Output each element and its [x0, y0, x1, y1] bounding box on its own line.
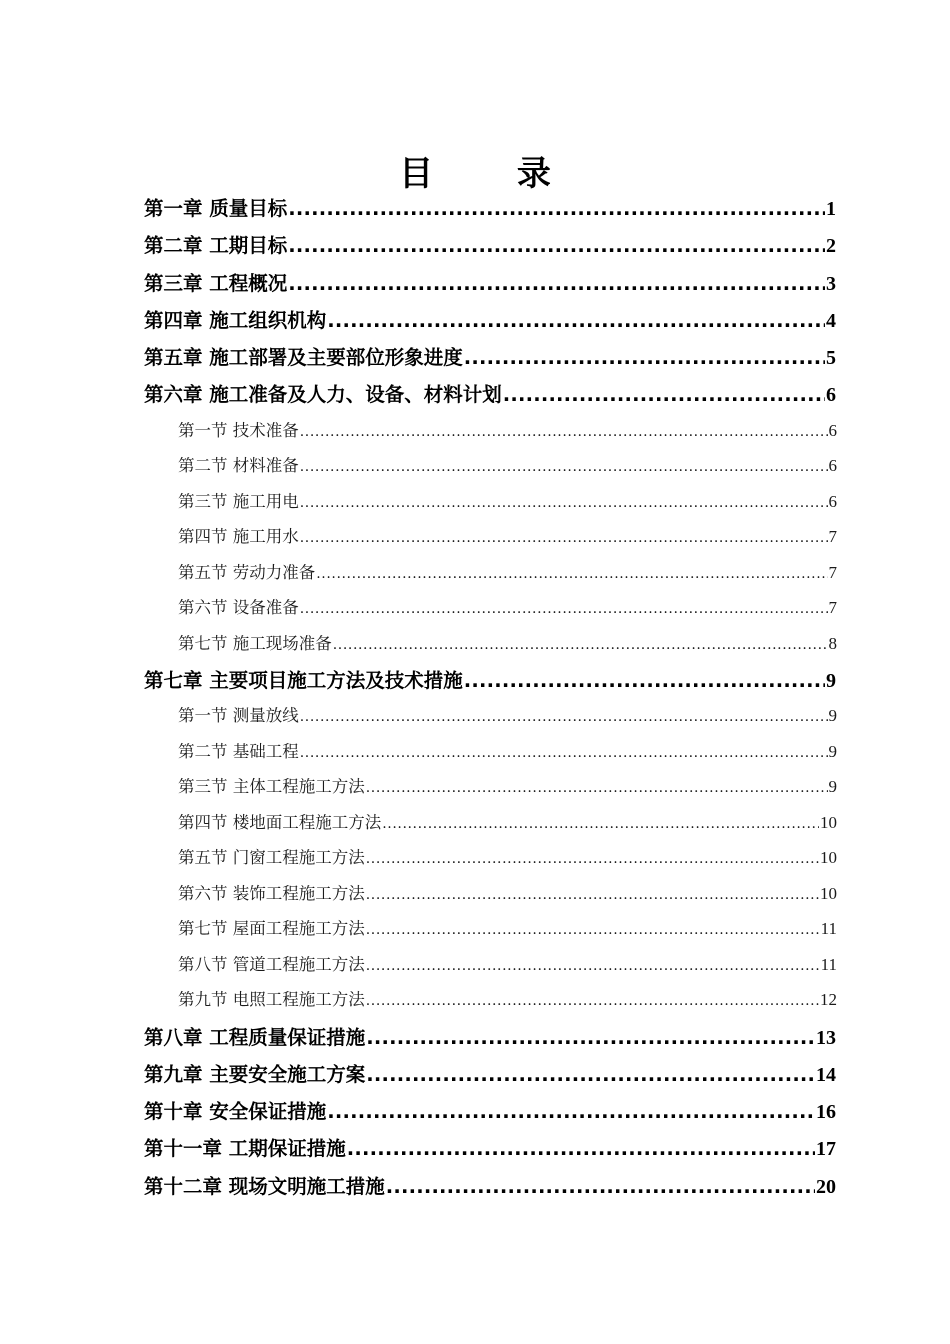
- toc-dot-leader: [347, 1136, 815, 1162]
- toc-dot-leader: [300, 598, 828, 620]
- toc-entry-label: 第四节 施工用水: [178, 527, 299, 546]
- toc-page-number: 7: [828, 527, 837, 546]
- toc-section-entry[interactable]: [178, 420, 837, 443]
- toc-page-number: 9: [828, 706, 837, 725]
- toc-entry-label: 第五章 施工部署及主要部位形象进度: [144, 346, 463, 369]
- toc-page-number: 3: [826, 273, 836, 295]
- toc-page-number: 9: [826, 670, 836, 692]
- toc-chapter-entry[interactable]: [144, 271, 836, 297]
- toc-dot-leader: [288, 271, 825, 297]
- toc-section-entry[interactable]: [178, 597, 837, 620]
- toc-dot-leader: [386, 1174, 815, 1200]
- toc-section-entry[interactable]: [178, 741, 837, 764]
- toc-page-number: 13: [816, 1027, 836, 1049]
- toc-entry-label: 第三节 主体工程施工方法: [178, 777, 365, 796]
- toc-entry-label: 第二节 材料准备: [178, 456, 299, 475]
- toc-dot-leader: [300, 706, 828, 728]
- toc-page-number: 7: [828, 598, 837, 617]
- toc-page-number: 8: [828, 634, 837, 653]
- toc-page-number: 7: [828, 563, 837, 582]
- toc-entry-label: 第七节 屋面工程施工方法: [178, 919, 365, 938]
- toc-entry-label: 第三章 工程概况: [144, 272, 288, 295]
- toc-page-number: 10: [820, 813, 837, 832]
- toc-dot-leader: [300, 527, 828, 549]
- toc-chapter-entry[interactable]: [144, 308, 836, 334]
- toc-section-entry[interactable]: [178, 989, 837, 1012]
- toc-section-entry[interactable]: [178, 883, 837, 906]
- toc-section-entry[interactable]: [178, 491, 837, 514]
- toc-chapter-entry[interactable]: [144, 668, 836, 694]
- toc-page-number: 11: [820, 955, 837, 974]
- toc-dot-leader: [464, 668, 825, 694]
- toc-entry-label: 第一节 技术准备: [178, 421, 299, 440]
- toc-page-number: 6: [828, 421, 837, 440]
- toc-chapter-entry[interactable]: [144, 1062, 836, 1088]
- toc-dot-leader: [366, 777, 828, 799]
- toc-entry-label: 第三节 施工用电: [178, 492, 299, 511]
- toc-page-number: 16: [816, 1101, 836, 1123]
- toc-page-number: 20: [816, 1176, 836, 1198]
- toc-dot-leader: [366, 990, 819, 1012]
- toc-entry-label: 第五节 劳动力准备: [178, 563, 316, 582]
- toc-dot-leader: [300, 456, 828, 478]
- toc-dot-leader: [300, 742, 828, 764]
- toc-entry-label: 第十章 安全保证措施: [144, 1100, 327, 1123]
- toc-dot-leader: [300, 492, 828, 514]
- toc-section-entry[interactable]: [178, 776, 837, 799]
- toc-entry-label: 第二章 工期目标: [144, 234, 288, 257]
- toc-dot-leader: [300, 421, 828, 443]
- toc-section-entry[interactable]: [178, 705, 837, 728]
- toc-dot-leader: [288, 233, 825, 259]
- toc-chapter-entry[interactable]: [144, 1025, 836, 1051]
- toc-page-number: 9: [828, 742, 837, 761]
- toc-dot-leader: [366, 884, 819, 906]
- toc-entry-label: 第二节 基础工程: [178, 742, 299, 761]
- toc-chapter-entry[interactable]: [144, 382, 836, 408]
- toc-section-entry[interactable]: [178, 562, 837, 585]
- toc-dot-leader: [503, 382, 825, 408]
- toc-page-number: 10: [820, 884, 837, 903]
- toc-entry-label: 第七章 主要项目施工方法及技术措施: [144, 669, 463, 692]
- toc-entry-label: 第一节 测量放线: [178, 706, 299, 725]
- toc-dot-leader: [316, 563, 827, 585]
- toc-page-number: 6: [828, 456, 837, 475]
- toc-entry-label: 第六节 装饰工程施工方法: [178, 884, 365, 903]
- toc-entry-label: 第七节 施工现场准备: [178, 634, 332, 653]
- toc-page-number: 17: [816, 1138, 836, 1160]
- toc-section-entry[interactable]: [178, 633, 837, 656]
- toc-page-number: 11: [820, 919, 837, 938]
- toc-entry-label: 第六章 施工准备及人力、设备、材料计划: [144, 383, 502, 406]
- toc-entry-label: 第十一章 工期保证措施: [144, 1137, 346, 1160]
- toc-entry-label: 第六节 设备准备: [178, 598, 299, 617]
- toc-entry-label: 第一章 质量目标: [144, 197, 288, 220]
- toc-dot-leader: [366, 1062, 815, 1088]
- toc-entry-label: 第九章 主要安全施工方案: [144, 1063, 366, 1086]
- toc-chapter-entry[interactable]: [144, 1099, 836, 1125]
- toc-page-number: 12: [820, 990, 837, 1009]
- toc-dot-leader: [366, 955, 820, 977]
- toc-dot-leader: [382, 813, 819, 835]
- toc-chapter-entry[interactable]: [144, 1136, 836, 1162]
- page-title: 目 录: [399, 153, 587, 194]
- toc-section-entry[interactable]: [178, 954, 837, 977]
- toc-chapter-entry[interactable]: [144, 196, 836, 222]
- toc-entry-label: 第八节 管道工程施工方法: [178, 955, 365, 974]
- toc-entry-label: 第九节 电照工程施工方法: [178, 990, 365, 1009]
- toc-page-number: 1: [826, 198, 836, 220]
- toc-section-entry[interactable]: [178, 526, 837, 549]
- toc-dot-leader: [366, 1025, 815, 1051]
- toc-dot-leader: [366, 919, 820, 941]
- toc-section-entry[interactable]: [178, 847, 837, 870]
- toc-chapter-entry[interactable]: [144, 233, 836, 259]
- toc-page-number: 14: [816, 1064, 836, 1086]
- toc-page-number: 4: [826, 310, 836, 332]
- toc-page-number: 9: [828, 777, 837, 796]
- toc-dot-leader: [464, 345, 825, 371]
- toc-entry-label: 第四章 施工组织机构: [144, 309, 327, 332]
- toc-chapter-entry[interactable]: [144, 345, 836, 371]
- toc-dot-leader: [366, 848, 819, 870]
- toc-page-number: 5: [826, 347, 836, 369]
- toc-page-number: 6: [828, 492, 837, 511]
- toc-section-entry[interactable]: [178, 918, 837, 941]
- toc-section-entry[interactable]: [178, 812, 837, 835]
- toc-entry-label: 第十二章 现场文明施工措施: [144, 1175, 385, 1198]
- toc-dot-leader: [327, 308, 825, 334]
- toc-dot-leader: [333, 634, 828, 656]
- toc-dot-leader: [327, 1099, 815, 1125]
- toc-page-number: 2: [826, 235, 836, 257]
- toc-section-entry[interactable]: [178, 455, 837, 478]
- toc-page-number: 6: [826, 384, 836, 406]
- toc-entry-label: 第四节 楼地面工程施工方法: [178, 813, 382, 832]
- toc-chapter-entry[interactable]: [144, 1174, 836, 1200]
- toc-entry-label: 第五节 门窗工程施工方法: [178, 848, 365, 867]
- toc-page-number: 10: [820, 848, 837, 867]
- toc-dot-leader: [288, 196, 825, 222]
- toc-entry-label: 第八章 工程质量保证措施: [144, 1026, 366, 1049]
